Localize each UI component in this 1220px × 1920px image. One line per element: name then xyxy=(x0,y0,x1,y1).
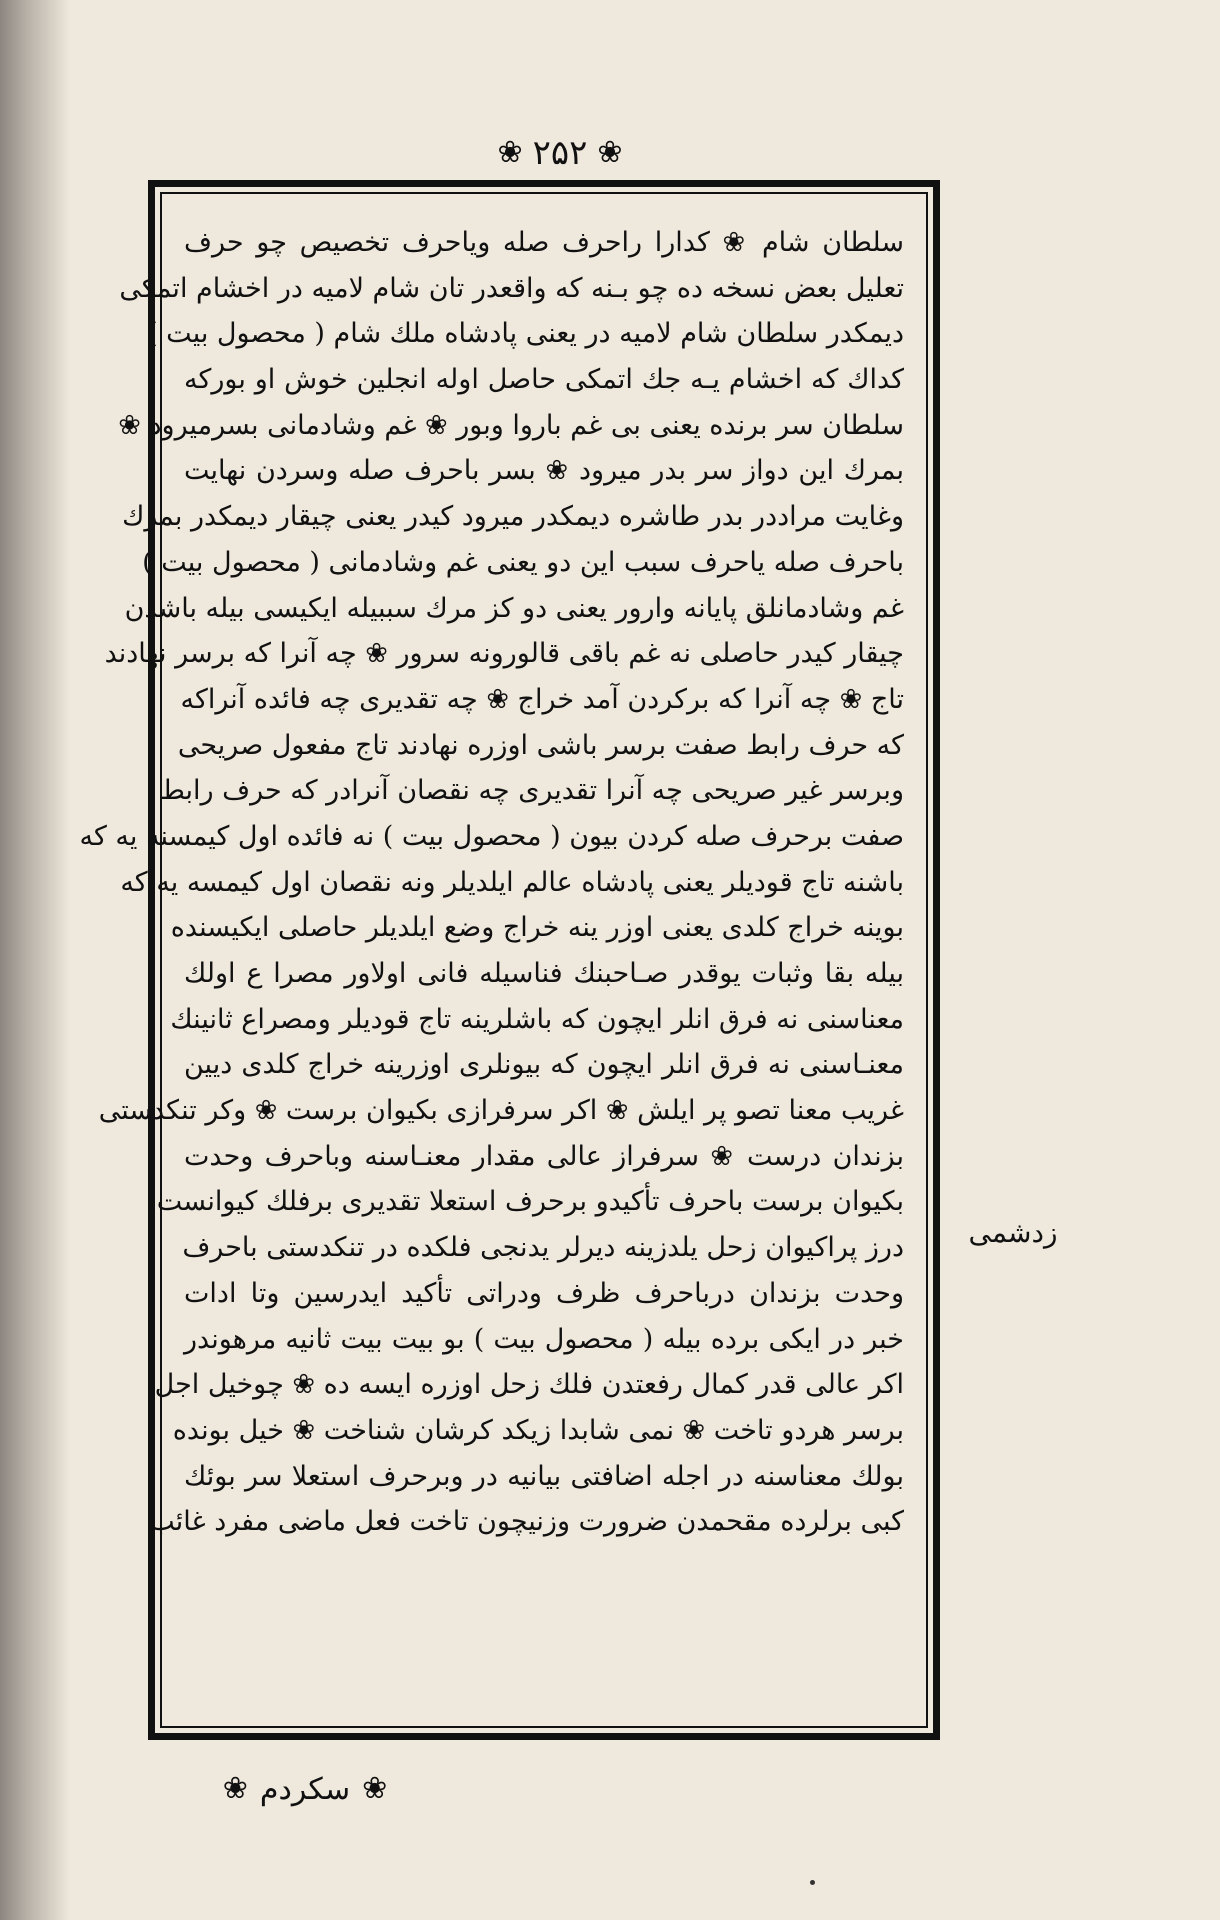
text-block xyxy=(79,220,904,1545)
text-line: سلطان سر برنده يعنى بى غم باروا وبور ❀ غم وشادمانى بسرميرود ❀ xyxy=(118,409,904,441)
ink-speck xyxy=(810,1880,815,1885)
text-line: تاج ❀ چه آنرا كه بركردن آمد خراج ❀ چه تقديرى چه فائده آنراكه xyxy=(180,683,904,715)
text-line: بيله بقا وثبات يوقدر صـاحبنك فناسيله فانى اولاور مصرا ع اولك xyxy=(184,958,904,989)
text-line: وبرسر غير صريحى چه آنرا تقديرى چه نقصان آنرادر كه حرف رابط xyxy=(159,775,904,807)
catchword-text: سكردم xyxy=(259,1771,351,1807)
text-line: باحرف صله ياحرف سبب اين دو يعنى غم وشادمانى ( محصول بيت ) xyxy=(142,546,904,578)
ornament-icon: ❀ xyxy=(497,135,523,170)
text-line: كه حرف رابط صفت برسر باشى اوزره نهادند تاج مفعول صريحى xyxy=(177,729,904,761)
text-line: بوينه خراج كلدى يعنى اوزر ينه خراج وضع ايلديلر حاصلى ايكيسنده xyxy=(170,912,904,944)
text-line: ديمكدر سلطان شام لاميه در يعنى پادشاه ملك شام ( محصول بيت ) xyxy=(147,318,904,350)
text-line: غريب معنا تصو پر ايلش ❀ اكر سرفرازى بكيوان برست ❀ وكر تنكدستى xyxy=(98,1095,904,1127)
page-header xyxy=(480,128,640,178)
text-line: بولك معناسنه در اجله اضافتى بيانيه در وبرحرف استعلا سر بوئك xyxy=(184,1460,904,1492)
catchword xyxy=(215,1762,395,1816)
text-line: بكيوان برست باحرف تأكيدو برحرف استعلا تقديرى برفلك كيوانست xyxy=(156,1186,904,1218)
text-line: باشنه تاج قوديلر يعنى پادشاه عالم ايلديلر ونه نقصان اول كيمسه يه كه xyxy=(120,866,904,898)
text-line: سلطان شام ❀ كدارا راحرف صله وياحرف تخصيص چو حرف xyxy=(184,227,904,258)
page-number: ۲۵۲ xyxy=(532,133,588,173)
text-frame-inner xyxy=(79,192,928,1728)
text-line: خبر در ايكى برده بيله ( محصول بيت ) بو بيت بيت ثانيه مرهوندر xyxy=(184,1323,904,1355)
text-line: صفت برحرف صله كردن بيون ( محصول بيت ) نه فائده اول كيمسنه يه كه xyxy=(79,820,904,852)
text-line: معناسنى نه فرق انلر ايچون كه باشلرينه تاج قوديلر ومصراع ثانينك xyxy=(170,1003,904,1035)
text-line: چيقار كيدر حاصلى نه غم باقى قالورونه سرور ❀ چه آنرا كه برسر نهادند xyxy=(104,638,904,670)
text-line: برسر هردو تاخت ❀ نمى شابدا زيكد كرشان شناخت ❀ خيل بونده xyxy=(172,1414,904,1446)
text-line: وغايت مراددر بدر طاشره ديمكدر ميرود كيدر يعنى چيقار ديمكدر بمرك xyxy=(122,501,904,533)
text-line: وحدت بزندان درباحرف ظرف ودراتى تأكيد ايدرسين وتا ادات xyxy=(184,1277,904,1309)
page-gutter-shadow xyxy=(0,0,70,1920)
ornament-icon: ❀ xyxy=(222,1771,248,1806)
text-line: اكر عالى قدر كمال رفعتدن فلك زحل اوزره ايسه ده ❀ چوخيل اجل xyxy=(154,1369,904,1401)
text-line: بمرك اين دواز سر بدر ميرود ❀ بسر باحرف صله وسردن نهايت xyxy=(184,455,904,487)
text-line: غم وشادمانلق پايانه وارور يعنى دو كز مرك سببيله ايكيسى بيله باشدن xyxy=(124,592,904,624)
text-line: كداك كه اخشام يـه جك اتمكى حاصل اوله انجلين خوش او بوركه xyxy=(184,364,904,396)
text-line: بزندان درست ❀ سرفراز عالى مقدار معنـاسنه وباحرف وحدت xyxy=(184,1140,904,1172)
text-frame xyxy=(79,180,940,1740)
ornament-icon: ❀ xyxy=(597,135,623,170)
text-line: كبى برلرده مقحمدن ضرورت وزنيچون تاخت فعل ماضى مفرد غائب xyxy=(149,1506,904,1538)
text-line: معنـاسنى نه فرق انلر ايچون كه بيونلرى اوزرينه خراج كلدى ديين xyxy=(184,1049,904,1081)
text-line: تعليل بعض نسخه ده چو بـنه كه واقعدر تان شام لاميه در اخشام اتمكى xyxy=(119,272,904,304)
text-line: درز پراكيوان زحل يلدزينه ديرلر يدنجى فلكده در تنكدستى باحرف xyxy=(182,1232,904,1264)
margin-note: زدشمى xyxy=(968,1216,1058,1249)
ornament-icon: ❀ xyxy=(362,1771,388,1806)
